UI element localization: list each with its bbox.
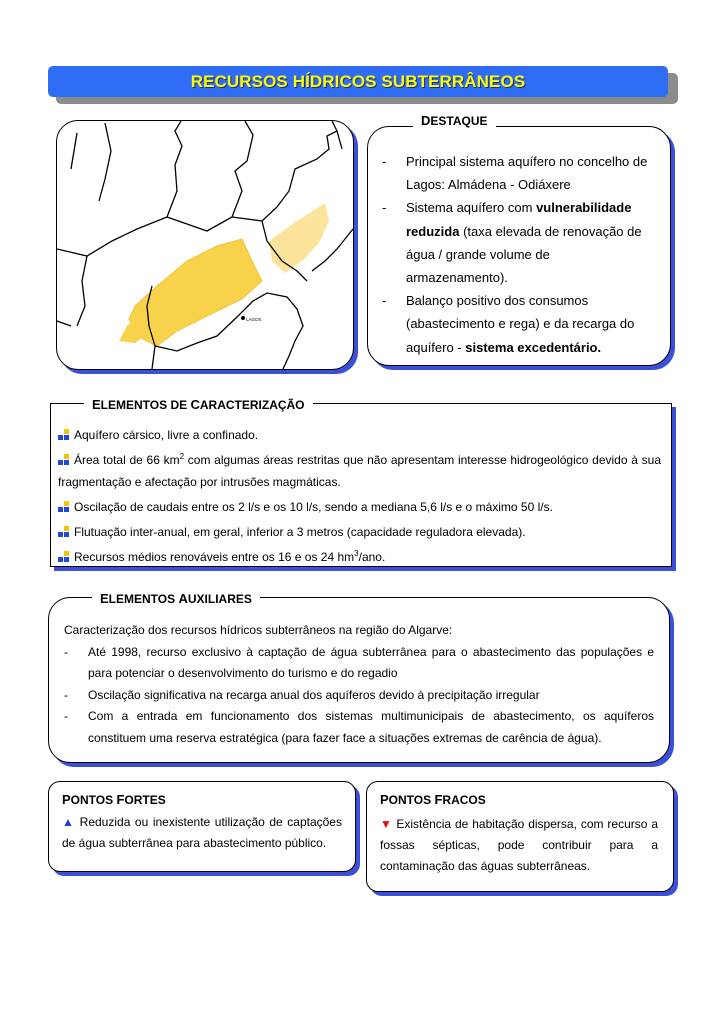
caracterizacao-item bbox=[58, 446, 661, 493]
item-text: Aquífero cársico, livre a confinado. bbox=[74, 428, 259, 442]
title-banner bbox=[48, 66, 668, 97]
auxiliares-item-text: Oscilação significativa na recarga anual dos aquíferos devido à precipitação irregular bbox=[88, 687, 540, 702]
text-run: Sistema aquífero com bbox=[406, 200, 537, 216]
bold-run: sistema excedentário. bbox=[465, 339, 602, 355]
item-text: Área total de 66 km bbox=[74, 453, 180, 467]
auxiliares-intro: Caracterização dos recursos hídricos subterrâneos na região do Algarve: bbox=[64, 623, 453, 637]
pontos-fracos-description: Existência de habitação dispersa, com recurso a fossas sépticas, pode contribuir para a contaminação das águas subterrâneas. bbox=[380, 817, 658, 873]
caracterizacao-item bbox=[58, 543, 661, 568]
heading-part: ONTOS bbox=[70, 793, 117, 807]
map-panel bbox=[56, 120, 354, 370]
heading-part: F bbox=[434, 792, 443, 807]
heading-part: C bbox=[190, 397, 200, 412]
heading-part: LEMENTOS DE bbox=[100, 398, 191, 412]
dash-marker: - bbox=[64, 644, 68, 659]
destaque-item-text bbox=[406, 150, 654, 196]
auxiliares-item-text: Com a entrada em funcionamento dos sistemas multimunicipais de abastecimento, os aquíferos constituem uma reserva estratégica (para fazer face a situações extremas de carência de água). bbox=[88, 709, 654, 745]
text-run: (taxa elevada de renovação de água / grande volume de armazenamento). bbox=[406, 223, 642, 286]
item-text-after: /ano. bbox=[358, 550, 386, 564]
item-superscript: 2 bbox=[179, 452, 185, 461]
lagos-label: LAGOS bbox=[246, 317, 262, 322]
dash-marker: - bbox=[64, 709, 68, 723]
auxiliares-item bbox=[64, 706, 654, 749]
dash-marker: - bbox=[382, 154, 387, 169]
dash-marker: - bbox=[382, 200, 387, 216]
page-title: RECURSOS HÍDRICOS SUBTERRÂNEOS bbox=[190, 71, 526, 91]
square-bullet-icon bbox=[58, 526, 70, 538]
heading-part: ONTOS bbox=[388, 793, 435, 807]
destaque-item bbox=[382, 289, 654, 359]
caracterizacao-heading bbox=[84, 397, 313, 412]
auxiliares-item-text: Até 1998, recurso exclusivo à captação de água subterrânea para o abastecimento das populações e para potenciar o desenvolvimento do turismo e do regadio bbox=[88, 644, 654, 680]
heading-part: P bbox=[380, 792, 389, 807]
lagos-marker bbox=[241, 316, 245, 320]
heading-part: ARACTERIZAÇÃO bbox=[199, 398, 305, 412]
dash-marker: - bbox=[382, 293, 387, 309]
caracterizacao-item bbox=[58, 518, 661, 543]
caracterizacao-item bbox=[58, 493, 661, 518]
heading-part: P bbox=[62, 792, 71, 807]
heading-part: ORTES bbox=[124, 793, 166, 807]
aquifer-almadena-odiaxere bbox=[129, 239, 262, 346]
caracterizacao-item bbox=[58, 421, 661, 446]
text-run: Balanço positivo dos consumos (abastecimento e rega) e da recarga do aquífero - bbox=[406, 293, 635, 355]
item-text-after: com algumas áreas restritas que não apresentam interesse hidrogeológico devido à sua fragmentação e afectação por intrusões magmáticas. bbox=[58, 453, 661, 489]
heading-part: UXILIARES bbox=[187, 592, 252, 606]
pontos-fortes-text bbox=[62, 812, 342, 854]
heading-part: E bbox=[92, 397, 101, 412]
heading-part: LEMENTOS bbox=[108, 592, 179, 606]
auxiliares-item bbox=[64, 685, 654, 707]
square-bullet-icon bbox=[58, 501, 70, 513]
destaque-item-text bbox=[406, 289, 654, 359]
item-text: Recursos médios renováveis entre os 16 e os 24 hm bbox=[74, 550, 355, 564]
square-bullet-icon bbox=[58, 429, 70, 441]
heading-part: A bbox=[178, 591, 188, 606]
item-text: Flutuação inter-anual, em geral, inferior a 3 metros (capacidade reguladora elevada). bbox=[74, 525, 526, 539]
text-run: Principal sistema aquífero no concelho de Lagos: Almádena - Odiáxere bbox=[406, 154, 648, 193]
item-text: Oscilação de caudais entre os 2 l/s e os 10 l/s, sendo a mediana 5,6 l/s e o máximo 50 l/s. bbox=[74, 500, 553, 514]
destaque-heading: DESTAQUE bbox=[413, 113, 496, 128]
auxiliares-item bbox=[64, 642, 654, 685]
triangle-down-icon: ▼ bbox=[380, 817, 393, 831]
aquifer-secondary bbox=[269, 203, 329, 273]
destaque-item bbox=[382, 196, 654, 289]
heading-part: F bbox=[116, 792, 125, 807]
pontos-fracos-heading bbox=[380, 792, 486, 807]
square-bullet-icon bbox=[58, 551, 70, 563]
aquifer-map bbox=[57, 121, 353, 369]
square-bullet-icon bbox=[58, 454, 70, 466]
destaque-list bbox=[382, 150, 654, 359]
pontos-fortes-heading bbox=[62, 792, 166, 807]
bold-run: vulnerabilidade reduzida bbox=[406, 200, 632, 239]
pontos-fortes-description: Reduzida ou inexistente utilização de captações de água subterrânea para abastecimento público. bbox=[62, 815, 342, 850]
auxiliares-list bbox=[64, 642, 654, 750]
auxiliares-content bbox=[64, 620, 654, 749]
heading-part: RACOS bbox=[442, 793, 486, 807]
destaque-item bbox=[382, 150, 654, 196]
auxiliares-heading bbox=[92, 591, 260, 606]
item-superscript: 3 bbox=[354, 549, 359, 558]
heading-part: E bbox=[100, 591, 109, 606]
triangle-up-icon: ▲ bbox=[62, 815, 76, 829]
pontos-fracos-text bbox=[380, 814, 658, 877]
destaque-item-text bbox=[406, 196, 654, 289]
caracterizacao-list bbox=[58, 421, 661, 568]
dash-marker: - bbox=[64, 687, 68, 702]
